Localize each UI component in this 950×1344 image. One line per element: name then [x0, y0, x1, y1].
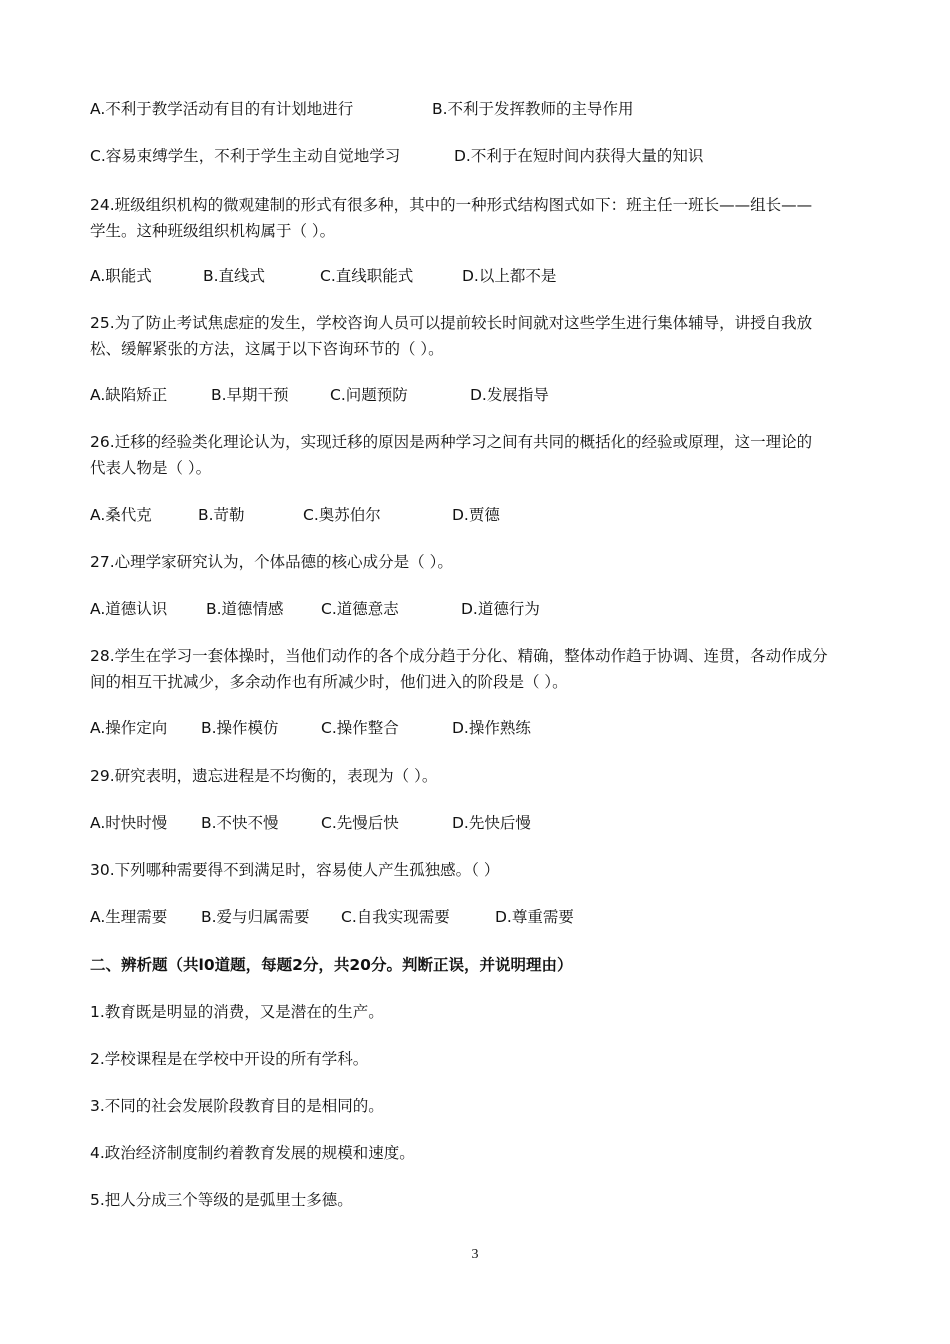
- option-b: B.苛勒: [198, 506, 245, 524]
- option-a: A.道德认识: [90, 600, 168, 618]
- option-d: D.以上都不是: [462, 267, 557, 285]
- question-26-stem-line-1: 26.迁移的经验类化理论认为，实现迁移的原因是两种学习之间有共同的概括化的经验或原理，这一理论的: [90, 433, 813, 451]
- option-d: D.发展指导: [470, 386, 549, 404]
- option-b: B.爱与归属需要: [201, 908, 310, 926]
- option-c: C.先慢后快: [321, 814, 399, 832]
- judgment-item-1: 1.教育既是明显的消费，又是潜在的生产。: [90, 1003, 384, 1021]
- option-a: A.时快时慢: [90, 814, 168, 832]
- judgment-item-5: 5.把人分成三个等级的是弧里士多德。: [90, 1191, 353, 1209]
- question-29-stem: 29.研究表明，遗忘进程是不均衡的，表现为（ ）。: [90, 767, 438, 785]
- option-c: C.直线职能式: [320, 267, 414, 285]
- question-24-stem-line-2: 学生。这种班级组织机构属于（ ）。: [90, 222, 336, 240]
- question-30-stem: 30.下列哪种需要得不到满足时，容易使人产生孤独感。（ ）: [90, 861, 500, 879]
- option-c: C.问题预防: [330, 386, 408, 404]
- option-d: D.不利于在短时间内获得大量的知识: [454, 147, 704, 165]
- option-b: B.不利于发挥教师的主导作用: [432, 100, 634, 118]
- judgment-item-2: 2.学校课程是在学校中开设的所有学科。: [90, 1050, 369, 1068]
- option-c: C.奥苏伯尔: [303, 506, 381, 524]
- option-d: D.尊重需要: [495, 908, 574, 926]
- option-b: B.不快不慢: [201, 814, 279, 832]
- option-a: A.操作定向: [90, 719, 168, 737]
- question-26-stem-line-2: 代表人物是（ ）。: [90, 459, 212, 477]
- option-d: D.操作熟练: [452, 719, 531, 737]
- section-title-discrimination: 二、辨析题（共l0道题，每题2分，共20分。判断正误，并说明理由）: [90, 956, 573, 974]
- option-b: B.早期干预: [211, 386, 289, 404]
- question-28-stem-line-2: 间的相互干扰减少，多余动作也有所减少时，他们进入的阶段是（ ）。: [90, 673, 568, 691]
- question-25-stem-line-2: 松、缓解紧张的方法，这属于以下咨询环节的（ ）。: [90, 340, 444, 358]
- option-a: A.缺陷矫正: [90, 386, 168, 404]
- option-d: D.先快后慢: [452, 814, 531, 832]
- option-a: A.生理需要: [90, 908, 168, 926]
- question-28-stem-line-1: 28.学生在学习一套体操时，当他们动作的各个成分趋于分化、精确，整体动作趋于协调、连贯，各动作成分: [90, 647, 828, 665]
- option-c: C.操作整合: [321, 719, 399, 737]
- option-a: A.桑代克: [90, 506, 152, 524]
- option-c: C.容易束缚学生，不利于学生主动自觉地学习: [90, 147, 401, 165]
- option-d: D.贾德: [452, 506, 500, 524]
- page-number: 3: [471, 1247, 479, 1262]
- option-b: B.道德情感: [206, 600, 284, 618]
- option-b: B.直线式: [203, 267, 266, 285]
- option-c: C.道德意志: [321, 600, 399, 618]
- option-d: D.道德行为: [461, 600, 540, 618]
- option-b: B.操作模仿: [201, 719, 279, 737]
- question-27-stem: 27.心理学家研究认为，个体品德的核心成分是（ ）。: [90, 553, 453, 571]
- judgment-item-3: 3.不同的社会发展阶段教育目的是相同的。: [90, 1097, 384, 1115]
- question-25-stem-line-1: 25.为了防止考试焦虑症的发生，学校咨询人员可以提前较长时间就对这些学生进行集体辅导，讲授自我放: [90, 314, 813, 332]
- option-a: A.不利于教学活动有目的有计划地进行: [90, 100, 354, 118]
- option-a: A.职能式: [90, 267, 152, 285]
- judgment-item-4: 4.政治经济制度制约着教育发展的规模和速度。: [90, 1144, 415, 1162]
- question-24-stem-line-1: 24.班级组织机构的微观建制的形式有很多种，其中的一种形式结构图式如下：班主任一班长——组长——: [90, 196, 813, 214]
- option-c: C.自我实现需要: [341, 908, 450, 926]
